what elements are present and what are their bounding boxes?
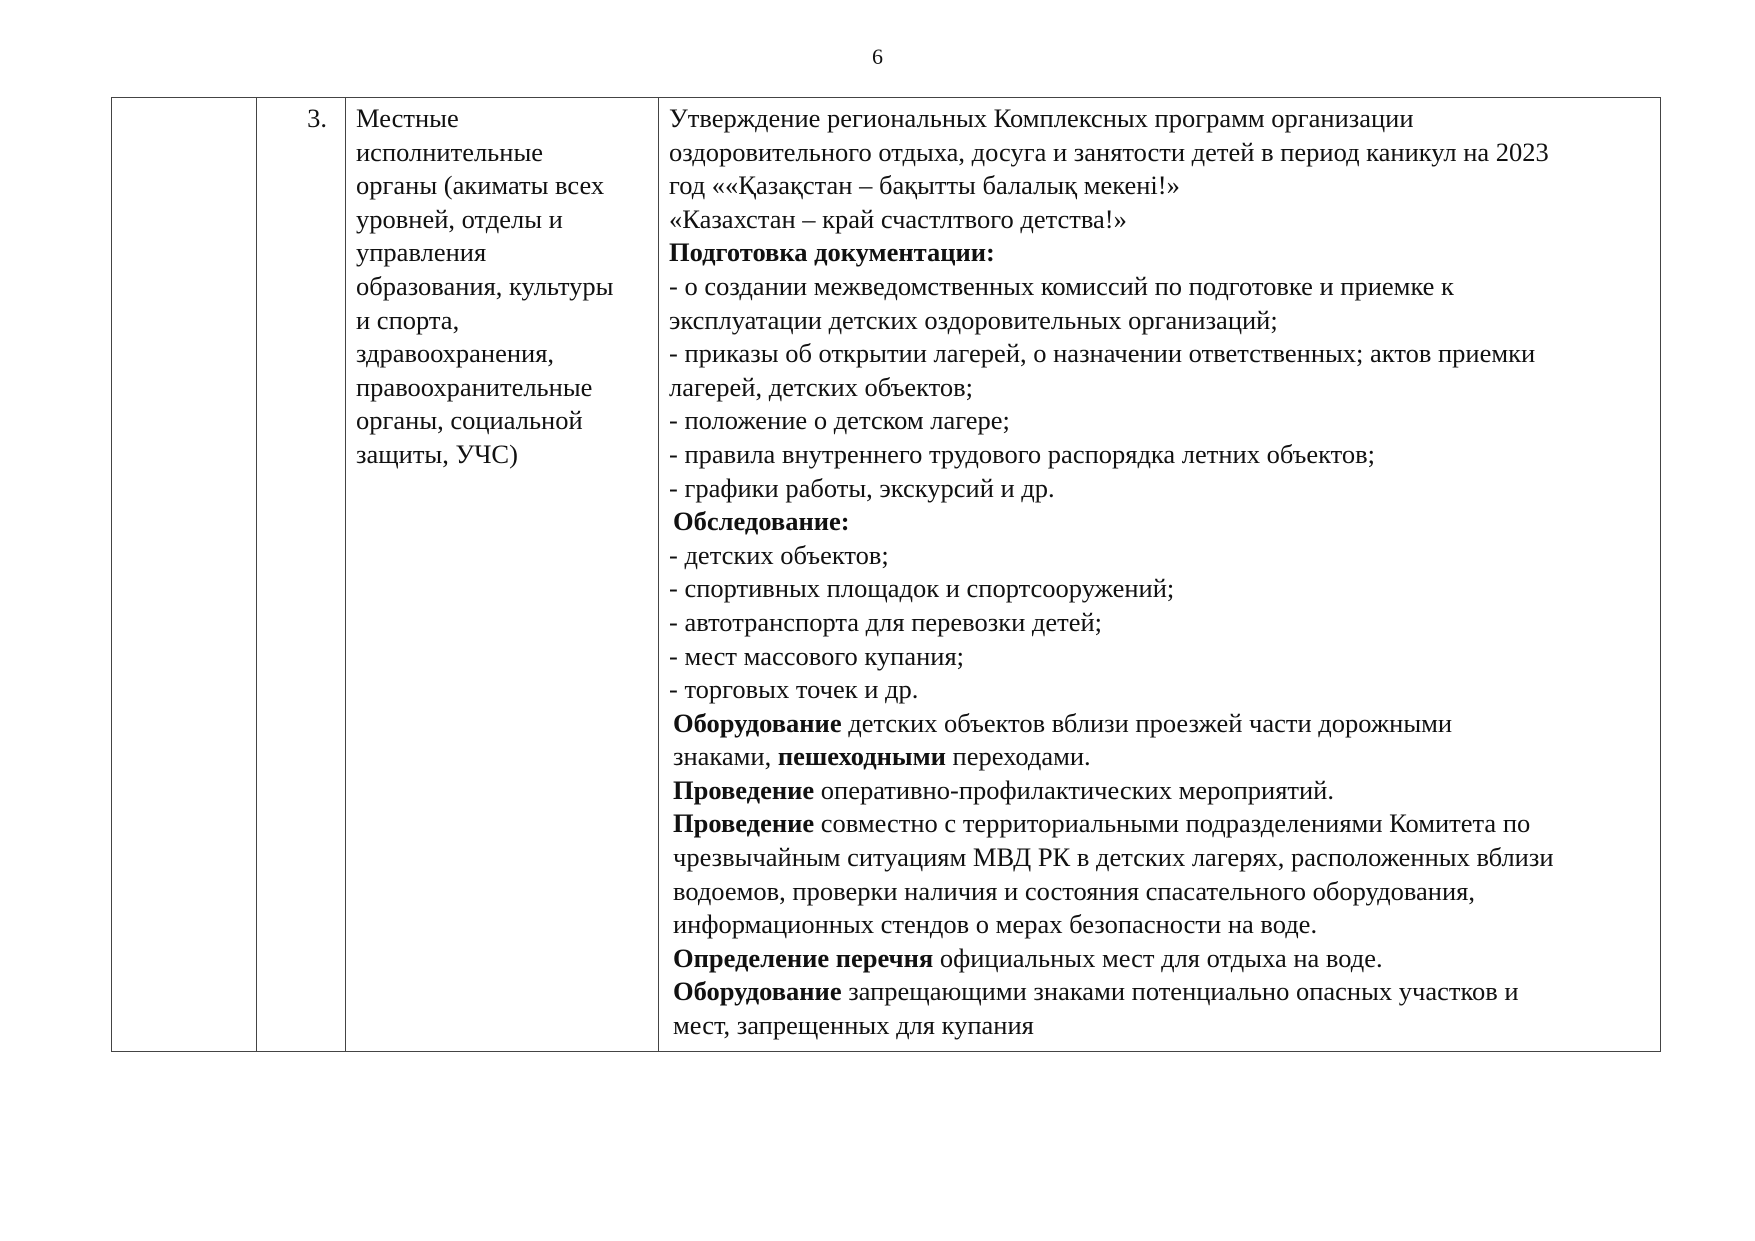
equipment-paragraph-1: Оборудование детских объектов вблизи проезжей части дорожными bbox=[673, 707, 1453, 738]
intro-line: год ««Қазақстан – бақытты балалық мекені!» bbox=[669, 170, 1180, 201]
conduct-paragraph-2-cont bbox=[669, 841, 1650, 942]
executors-line: правоохранительные bbox=[356, 371, 593, 402]
executors-cell bbox=[346, 98, 659, 1052]
intro-paragraph bbox=[669, 102, 1650, 236]
executors-line: защиты, УЧС) bbox=[356, 438, 518, 469]
documentation-item: - положение о детском лагере; bbox=[669, 405, 1010, 436]
empty-cell bbox=[112, 98, 257, 1052]
documentation-item: лагерей, детских объектов; bbox=[669, 371, 973, 402]
executors-line: исполнительные bbox=[356, 136, 544, 167]
conduct-paragraph-2: Проведение совместно с территориальными подразделениями Комитета по bbox=[673, 808, 1531, 839]
documentation-list bbox=[669, 270, 1650, 505]
inspection-list bbox=[669, 539, 1650, 707]
equipment-paragraph-2-cont: мест, запрещенных для купания bbox=[673, 1010, 1034, 1041]
conduct-line: чрезвычайным ситуациям МВД РК в детских лагерях, расположенных вблизи bbox=[673, 842, 1554, 873]
inspection-item: - детских объектов; bbox=[669, 539, 889, 570]
measures-table bbox=[111, 97, 1661, 1052]
documentation-item: - графики работы, экскурсий и др. bbox=[669, 472, 1055, 503]
row-index: 3. bbox=[307, 103, 327, 133]
inspection-item: - автотранспорта для перевозки детей; bbox=[669, 606, 1103, 637]
equipment-paragraph-2: Оборудование запрещающими знаками потенциально опасных участков и bbox=[673, 976, 1519, 1007]
executors-line: органы, социальной bbox=[356, 405, 583, 436]
inspection-item: - мест массового купания; bbox=[669, 640, 965, 671]
documentation-item: - правила внутреннего трудового распорядка летних объектов; bbox=[669, 438, 1376, 469]
equipment-paragraph-1-cont: знаками, пешеходными переходами. bbox=[673, 741, 1091, 772]
conduct-line: информационных стендов о мерах безопасности на воде. bbox=[673, 909, 1318, 940]
definition-paragraph: Определение перечня официальных мест для отдыха на воде. bbox=[673, 942, 1383, 973]
intro-line: Утверждение региональных Комплексных программ организации bbox=[669, 103, 1414, 133]
executors-line: и спорта, bbox=[356, 304, 460, 335]
conduct-line: водоемов, проверки наличия и состояния спасательного оборудования, bbox=[673, 875, 1475, 906]
executors-line: органы (акиматы всех bbox=[356, 170, 605, 201]
executors-text bbox=[346, 98, 658, 472]
inspection-heading: Обследование: bbox=[673, 506, 850, 537]
documentation-item: - о создании межведомственных комиссий по подготовке и приемке к bbox=[669, 270, 1454, 301]
documentation-heading: Подготовка документации: bbox=[669, 237, 995, 268]
executors-line: управления bbox=[356, 237, 487, 268]
executors-line: уровней, отделы и bbox=[356, 203, 563, 234]
row-index-cell bbox=[257, 98, 346, 1052]
inspection-item: - торговых точек и др. bbox=[669, 674, 919, 705]
table-row bbox=[112, 98, 1661, 1052]
documentation-item: - приказы об открытии лагерей, о назначении ответственных; актов приемки bbox=[669, 338, 1536, 369]
intro-line: оздоровительного отдыха, досуга и занятости детей в период каникул на 2023 bbox=[669, 136, 1549, 167]
content-text bbox=[659, 98, 1660, 1051]
conduct-paragraph-1: Проведение оперативно-профилактических мероприятий. bbox=[673, 774, 1334, 805]
executors-line: здравоохранения, bbox=[356, 338, 555, 369]
intro-line: «Казахстан – край счастлтвого детства!» bbox=[669, 203, 1127, 234]
documentation-item: эксплуатации детских оздоровительных организаций; bbox=[669, 304, 1278, 335]
inspection-item: - спортивных площадок и спортсооружений; bbox=[669, 573, 1175, 604]
page-number: 6 bbox=[872, 44, 883, 69]
content-cell bbox=[659, 98, 1661, 1052]
executors-line: Местные bbox=[356, 103, 459, 133]
executors-line: образования, культуры bbox=[356, 270, 614, 301]
